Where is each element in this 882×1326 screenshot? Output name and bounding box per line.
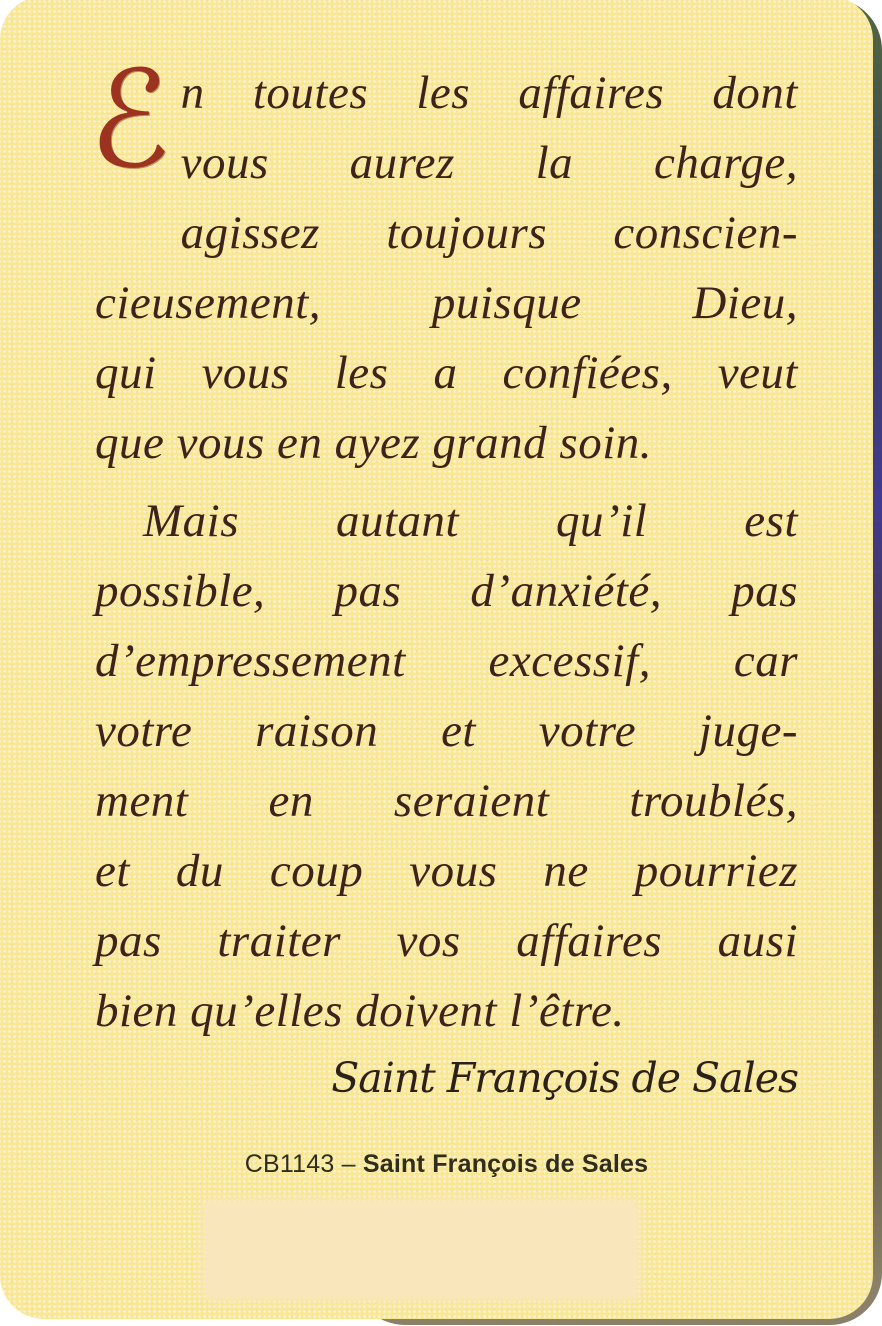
quote-line: n toutes les affaires dont	[180, 67, 798, 119]
quote-line: agissez toujours conscien-	[180, 207, 798, 259]
author-signature: Saint François de Sales	[331, 1054, 798, 1102]
drop-cap-letter-e: ℰ	[89, 42, 171, 198]
quote-line: que vous en ayez grand soin.	[95, 417, 653, 469]
quote-line: d’empressement excessif, car	[95, 635, 798, 687]
quote-line: vous aurez la charge,	[180, 137, 798, 189]
quote-line: bien qu’elles doivent l’être.	[95, 985, 625, 1037]
footer-caption	[95, 1148, 798, 1180]
quote-line: possible, pas d’anxiété, pas	[95, 565, 798, 617]
blank-label-area	[205, 1202, 637, 1298]
quote-line: ment en seraient troublés,	[95, 775, 798, 827]
quote-paragraph-1	[89, 42, 798, 478]
code-separator: –	[341, 1150, 356, 1178]
quote-line: qui vous les a confiées, veut	[95, 347, 798, 399]
quote-line: cieusement, puisque Dieu,	[95, 277, 798, 329]
card-title: Saint François de Sales	[362, 1150, 649, 1178]
quote-paragraph-2	[95, 486, 798, 1046]
quote-line: pas traiter vos affaires ausi	[95, 915, 798, 967]
quote-line: Mais autant qu’il est	[143, 495, 798, 547]
quote-text	[89, 42, 798, 1046]
quote-line: votre raison et votre juge-	[95, 705, 798, 757]
card-code: CB1143	[244, 1150, 335, 1178]
quote-line: et du coup vous ne pourriez	[95, 845, 798, 897]
